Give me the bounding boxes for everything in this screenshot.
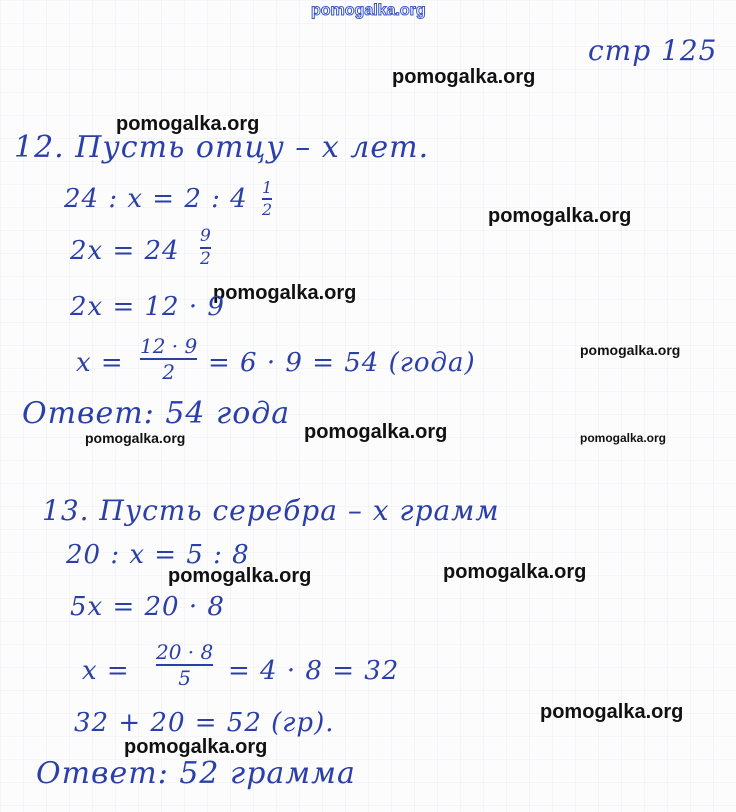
watermark: pomogalka.org <box>168 565 312 587</box>
watermark: pomogalka.org <box>392 66 536 88</box>
watermark: pomogalka.org <box>580 342 681 358</box>
watermark: pomogalka.org <box>488 205 632 227</box>
watermark: pomogalka.org <box>124 736 268 758</box>
problem-13-answer: Ответ: 52 грамма <box>36 756 356 791</box>
problem-12-answer: Ответ: 54 года <box>22 396 291 431</box>
watermark-top: pomogalka.org <box>311 2 426 19</box>
problem-13-fraction: 20 · 8 5 <box>156 640 214 690</box>
watermark: pomogalka.org <box>443 561 587 583</box>
problem-12-fraction-2: 9 2 <box>200 226 211 269</box>
problem-12-equation-2: 2x = 24 <box>70 236 180 266</box>
problem-12-fraction-3: 12 · 9 2 <box>140 334 198 384</box>
watermark: pomogalka.org <box>213 282 357 304</box>
problem-13-equation-3-left: x = <box>82 656 130 686</box>
problem-12-equation-4-right: = 6 · 9 = 54 (года) <box>208 348 476 378</box>
problem-12-equation-3: 2x = 12 · 9 <box>70 292 225 322</box>
problem-12-fraction-1: 1 2 <box>262 178 273 219</box>
problem-12-equation-4-left: x = <box>76 348 124 378</box>
watermark: pomogalka.org <box>116 113 260 135</box>
watermark: pomogalka.org <box>304 421 448 443</box>
problem-12-equation-1: 24 : x = 2 : 4 <box>64 184 248 214</box>
problem-13-header: 13. Пусть серебра – x грамм <box>42 494 500 527</box>
problem-13-equation-1: 20 : x = 5 : 8 <box>66 540 250 570</box>
problem-12-header: 12. Пусть отцу – x лет. <box>14 130 430 165</box>
watermark: pomogalka.org <box>540 701 684 723</box>
problem-13-equation-4: 32 + 20 = 52 (гр). <box>74 708 335 738</box>
watermark: pomogalka.org <box>85 430 186 446</box>
problem-13-equation-3-right: = 4 · 8 = 32 <box>228 656 400 686</box>
page-number-label: стр 125 <box>588 34 718 67</box>
problem-13-equation-2: 5x = 20 · 8 <box>70 592 225 622</box>
watermark: pomogalka.org <box>580 431 667 445</box>
